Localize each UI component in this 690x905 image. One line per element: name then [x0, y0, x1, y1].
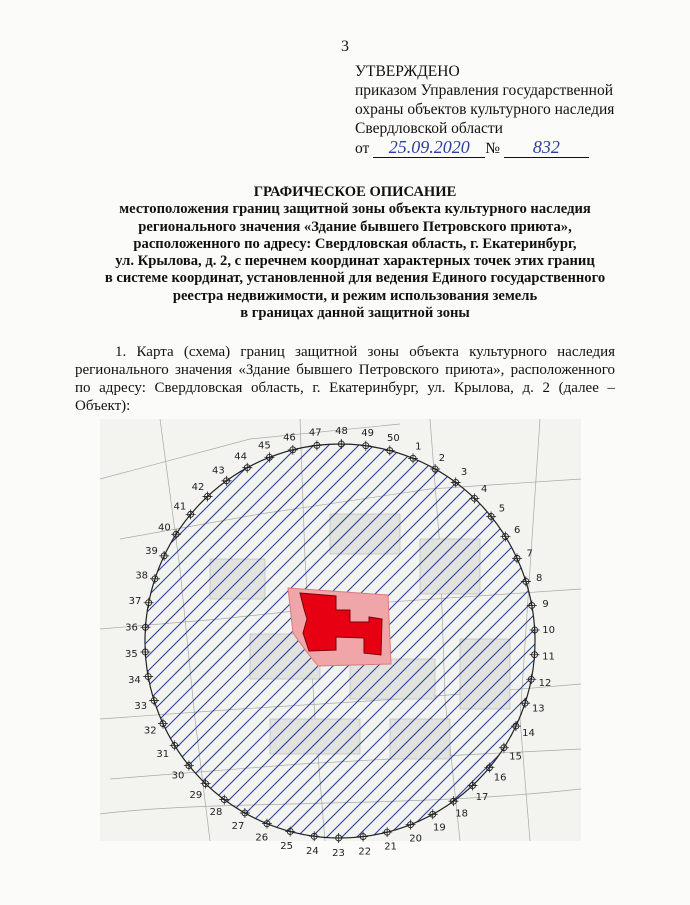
- boundary-point-label: 13: [531, 703, 545, 715]
- boundary-point-label: 30: [171, 770, 185, 782]
- boundary-point-label: 39: [145, 545, 158, 557]
- title-line: местоположения границ защитной зоны объекта культурного наследия: [119, 201, 591, 218]
- boundary-point-label: 20: [409, 833, 422, 845]
- boundary-point-label: 37: [128, 596, 142, 608]
- boundary-point-label: 4: [480, 484, 488, 496]
- boundary-point-label: 34: [128, 675, 141, 687]
- boundary-point-label: 11: [542, 651, 555, 663]
- boundary-point-label: 29: [189, 789, 203, 801]
- boundary-point-label: 7: [526, 548, 533, 560]
- boundary-point-label: 9: [542, 598, 549, 610]
- hatch-line: [590, 389, 690, 859]
- boundary-point-label: 28: [209, 806, 223, 818]
- boundary-point-label: 47: [308, 427, 322, 439]
- boundary-point-label: 31: [156, 748, 170, 760]
- boundary-point-label: 23: [332, 847, 345, 859]
- title-line: ул. Крылова, д. 2, с перечнем координат характерных точек этих границ: [115, 253, 595, 270]
- boundary-point-label: 33: [134, 700, 148, 712]
- title-line: в системе координат, установленной для ведения Единого государственного: [104, 270, 606, 287]
- boundary-point-label: 21: [384, 841, 397, 853]
- boundary-point-label: 42: [191, 482, 205, 494]
- boundary-point-label: 18: [455, 808, 469, 820]
- section-1-paragraph: 1. Карта (схема) границ защитной зоны объекта культурного наследия регионального значения «Здание бывшего Петровского приюта», расположенного по адресу: Свердловская область, г. Екатеринбург, ул. Крылова, д. 2 (далее – Объект):: [75, 344, 615, 414]
- section-1-text: [75, 343, 615, 415]
- hatch-line: [0, 389, 100, 859]
- approval-number: 832: [504, 138, 589, 158]
- hatch-line: [575, 389, 690, 859]
- boundary-point-label: 12: [538, 677, 552, 689]
- approval-date-line: [355, 138, 614, 158]
- title-line: реестра недвижимости, и режим использования земель: [172, 287, 538, 304]
- protection-zone-map: [100, 419, 581, 859]
- boundary-point-label: 32: [143, 725, 157, 737]
- boundary-point-label: 1: [415, 441, 422, 453]
- boundary-point-label: 17: [475, 791, 489, 803]
- approval-line: охраны объектов культурного наследия: [355, 101, 615, 118]
- boundary-point-label: 40: [157, 522, 171, 534]
- boundary-point-label: 14: [522, 728, 535, 740]
- boundary-point-label: 45: [258, 440, 271, 452]
- approval-line: Свердловской области: [355, 120, 503, 137]
- boundary-point-label: 2: [438, 452, 446, 464]
- boundary-point-label: 6: [514, 525, 521, 537]
- boundary-point-label: 25: [280, 840, 293, 852]
- boundary-point-label: 46: [283, 432, 296, 444]
- boundary-point-label: 24: [305, 846, 319, 858]
- approval-heading: УТВЕРЖДЕНО: [355, 63, 460, 80]
- boundary-point-label: 27: [231, 821, 245, 833]
- boundary-point-label: 8: [536, 573, 543, 585]
- boundary-point-label: 49: [361, 427, 375, 439]
- boundary-point-label: 50: [387, 433, 400, 445]
- approval-line: приказом Управления государственной: [355, 82, 614, 99]
- boundary-point-label: 15: [509, 751, 523, 763]
- document-title: [70, 184, 640, 322]
- hatch-line: [0, 389, 70, 859]
- boundary-point-label: 22: [358, 846, 372, 858]
- approval-date: 25.09.2020: [373, 138, 485, 158]
- from-label: от: [355, 140, 370, 157]
- page-number: 3: [341, 38, 349, 55]
- boundary-point-label: 38: [135, 570, 149, 582]
- hatch-line: [0, 389, 85, 859]
- title-line: регионального значения «Здание бывшего Петровского приюта»,: [138, 218, 572, 235]
- boundary-point-label: 41: [173, 501, 187, 513]
- boundary-point-label: 44: [234, 451, 247, 463]
- approval-block: [355, 62, 614, 158]
- hatch-line: [0, 389, 115, 859]
- boundary-point-label: 36: [125, 622, 138, 634]
- number-label: №: [485, 140, 500, 157]
- boundary-point-label: 43: [211, 465, 225, 477]
- boundary-point-label: 5: [498, 503, 506, 515]
- boundary-point-label: 26: [255, 832, 269, 844]
- boundary-point-label: 19: [433, 822, 446, 834]
- boundary-point-label: 16: [493, 772, 507, 784]
- title-line: в границах данной защитной зоны: [240, 305, 470, 322]
- title-line: ГРАФИЧЕСКОЕ ОПИСАНИЕ: [253, 184, 457, 200]
- boundary-point-label: 35: [124, 648, 138, 660]
- boundary-point-label: 3: [460, 467, 468, 479]
- title-line: расположенного по адресу: Свердловская область, г. Екатеринбург,: [133, 235, 577, 252]
- boundary-point-label: 48: [335, 426, 348, 438]
- boundary-point-label: 10: [542, 625, 556, 637]
